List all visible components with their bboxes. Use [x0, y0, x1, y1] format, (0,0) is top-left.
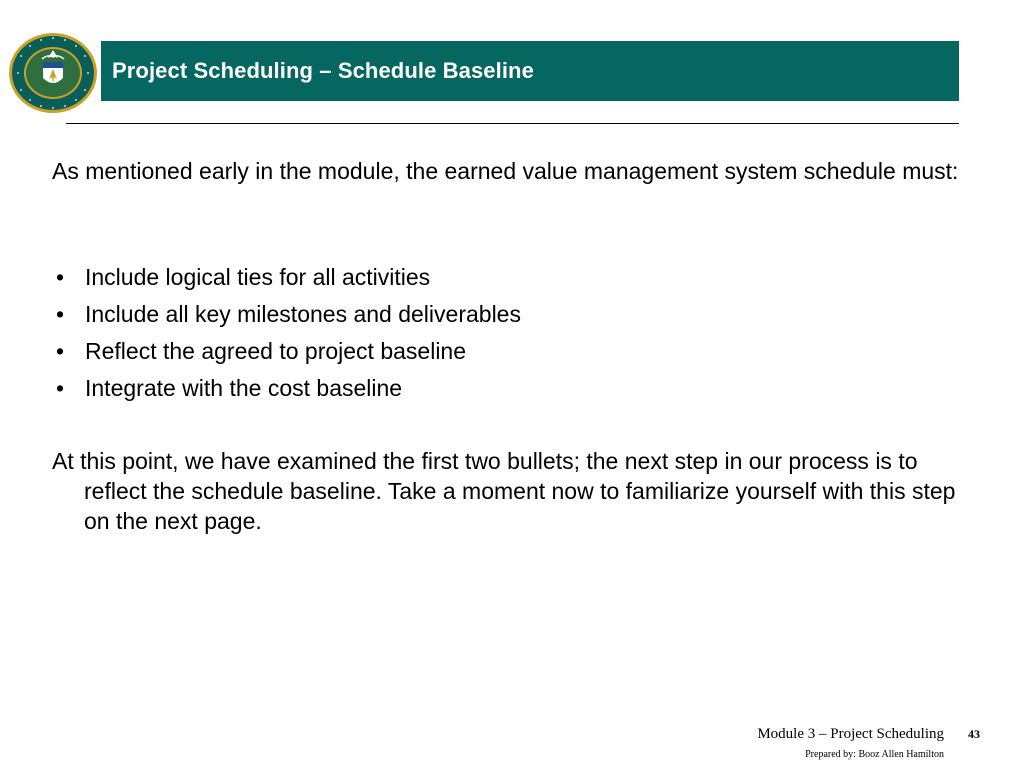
footer-module-label: Module 3 – Project Scheduling: [757, 726, 944, 742]
requirements-list: [52, 262, 932, 410]
footer-prepared-by: Prepared by: Booz Allen Hamilton: [805, 749, 944, 760]
bullet-icon: •: [56, 338, 65, 364]
list-item-text: Include all key milestones and deliverables: [85, 301, 521, 327]
bullet-icon: •: [56, 375, 65, 401]
bullet-icon: •: [56, 264, 65, 290]
page-number: 43: [968, 727, 980, 741]
list-item-text: Reflect the agreed to project baseline: [85, 338, 467, 364]
department-of-energy-seal-icon: [8, 32, 98, 114]
list-item: [52, 262, 932, 299]
title-bar: [101, 41, 959, 101]
slide-title: Project Scheduling – Schedule Baseline: [112, 58, 534, 83]
list-item: [52, 373, 932, 410]
list-item-text: Integrate with the cost baseline: [85, 375, 403, 401]
bullet-icon: •: [56, 301, 65, 327]
list-item: [52, 299, 932, 336]
title-divider: [66, 123, 959, 124]
conclusion-paragraph: At this point, we have examined the first two bullets; the next step in our process is to reflect the schedule baseline. Take a moment now to familiarize yourself with this step on the next page.: [52, 448, 956, 534]
list-item: [52, 336, 932, 373]
intro-paragraph: As mentioned early in the module, the earned value management system schedule must:: [52, 158, 959, 184]
list-item-text: Include logical ties for all activities: [85, 264, 431, 290]
